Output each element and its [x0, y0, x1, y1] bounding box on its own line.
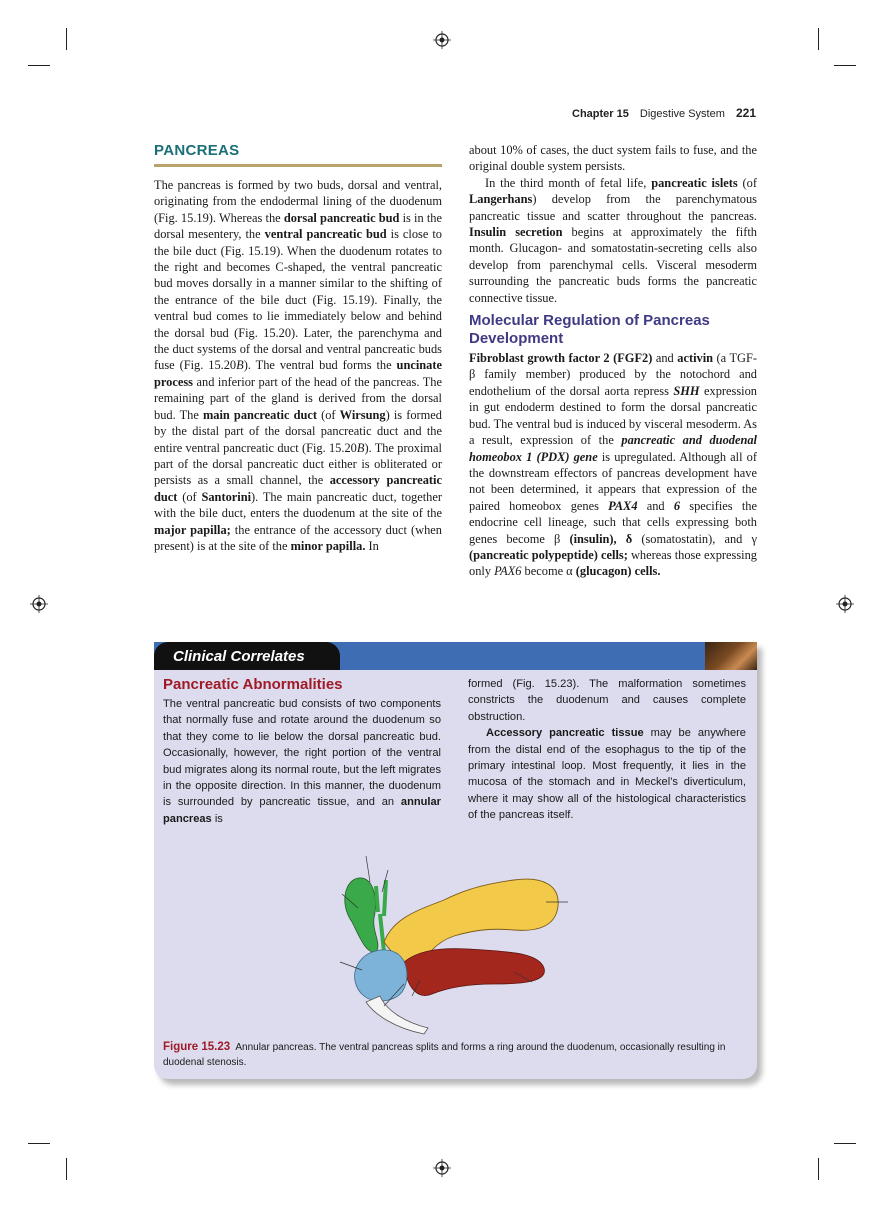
text-run: ventral pancreatic bud [264, 227, 387, 242]
registration-mark-icon [836, 595, 854, 613]
text-run: and inferior part of the head of the pancreas. The remaining part of the gland is derived from the dorsal bud. The [154, 374, 442, 422]
running-head [470, 106, 756, 120]
crop-mark [834, 65, 856, 66]
text-run: Insulin secretion [469, 225, 563, 240]
figure-label: Figure 15.23 [163, 1041, 231, 1053]
text-run: Wirsung [339, 407, 386, 422]
text-run: Fibroblast growth factor 2 (FGF2) [469, 351, 653, 366]
crop-mark [28, 65, 50, 66]
text-run: (glucagon) cells. [575, 564, 661, 579]
text-run: begins at approximately the fifth month. Glucagon- and somatostatin-secreting cells also develop from parenchymal cells. Visceral mesoderm surrounding the pancreatic buds forms the pancreatic connective tissue. [469, 225, 757, 305]
text-run: (insulin), δ [569, 531, 633, 546]
clinical-paragraph [468, 725, 746, 823]
page-number: 221 [735, 106, 756, 120]
text-run: may be anywhere from the distal end of the esophagus to the tip of the primary intestinal loop. Most frequently, it lies in the mucosa of the stomach and in Meckel’s diverticulum, where it may show all of the histological characteristics of the pancreas itself. [468, 727, 746, 822]
crop-mark [66, 1158, 67, 1180]
registration-mark-icon [30, 595, 48, 613]
crop-mark [28, 1143, 50, 1144]
annular-pancreas-illustration [324, 856, 574, 1036]
text-run: Accessory pancreatic tissue [486, 727, 644, 740]
clinical-paragraph [468, 676, 746, 725]
text-run: main pancreatic duct [202, 407, 317, 422]
crop-mark [818, 28, 819, 50]
pancreas-body-shape [404, 949, 544, 996]
text-run: dorsal pancreatic bud [283, 210, 400, 225]
registration-mark-icon [433, 31, 451, 49]
text-run: PAX6 [494, 564, 522, 579]
crop-mark [66, 28, 67, 50]
crop-mark [818, 1158, 819, 1180]
left-column [154, 142, 442, 554]
clinical-left-column [163, 676, 441, 827]
text-run: and [637, 498, 674, 513]
body-paragraph [469, 350, 757, 580]
text-run: expression in gut endoderm destined to form the dorsal pancreatic bud. The ventral bud is induced by visceral mesoderm. As a result, expression of the [469, 383, 757, 448]
text-run: The ventral pancreatic bud consists of two components that normally fuse and rotate around the duodenum so that they come to lie below the dorsal pancreatic bud. Occasionally, however, the right portion of the ventral bud migrates along its normal route, but the left migrates in the opposite direction. In this manner, the duodenum is surrounded by pancreatic tissue, and an [163, 698, 441, 809]
text-run: activin [677, 351, 714, 366]
leader-line [366, 856, 370, 882]
figure-caption-text: Annular pancreas. The ventral pancreas splits and forms a ring around the duodenum, occasionally resulting in duodenal stenosis. [163, 1042, 726, 1068]
text-run: ) is formed by the distal part of the dorsal pancreatic duct and the entire ventral pancreatic duct (Fig. 15.20 [154, 407, 442, 455]
body-paragraph [154, 177, 442, 554]
clinical-correlates-box [154, 642, 757, 1079]
text-run: B [356, 440, 365, 455]
text-run: (somatostatin), and γ [632, 531, 757, 546]
text-run: In [365, 538, 379, 553]
annular-pancreas-figure [324, 856, 574, 1036]
text-run: ). The main pancreatic duct, together with the bile duct, enters the duodenum at the site of the [154, 489, 442, 521]
text-run: is in the dorsal mesentery, the [154, 210, 442, 242]
gallbladder-shape [345, 878, 378, 952]
text-run: is upregulated. Although all of the downstream effectors of pancreas development have not been determined, it appears that expression of the paired homeobox genes [469, 449, 757, 513]
text-run: SHH [673, 383, 700, 398]
text-run: ). The ventral bud forms the [243, 358, 397, 373]
text-run: annular pancreas [163, 796, 441, 825]
registration-mark-icon [433, 1159, 451, 1177]
text-run: ). The proximal part of the dorsal pancreatic duct either is obliterated or persists as a small channel, the [154, 440, 442, 488]
text-run: Langerhans [469, 192, 533, 207]
text-run: ) develop from the parenchymatous pancreatic tissue and scatter throughout the pancreas. [469, 192, 757, 223]
text-run: 6 [673, 498, 681, 513]
section-heading: PANCREAS [154, 142, 442, 167]
text-run: (of [316, 407, 340, 422]
clinical-subheading: Pancreatic Abnormalities [163, 676, 343, 693]
text-run: is [211, 812, 223, 825]
text-run: formed (Fig. 15.23). The malformation sometimes constricts the duodenum and causes complete obstruction. [468, 678, 746, 723]
text-run: The pancreas is formed by two buds, dorsal and ventral, originating from the endodermal lining of the duodenum (Fig. 15.19). Whereas the [154, 178, 442, 225]
text-run: the entrance of the accessory duct (when present) is at the site of the [154, 522, 442, 553]
descending-duodenum-shape [366, 996, 428, 1034]
text-run: (a TGF-β family member) produced by the notochord and endothelium of the dorsal aorta repress [469, 351, 757, 398]
text-run: B [236, 358, 244, 373]
text-run: specifies the endocrine cell lineage, such that cells expressing both genes become β [469, 498, 757, 546]
text-run: In the third month of fetal life, [485, 175, 652, 190]
text-run: whereas those expressing only [469, 547, 757, 579]
text-run: (pancreatic polypeptide) cells; [469, 547, 628, 562]
clinical-right-column [468, 676, 746, 824]
text-run: pancreatic islets [651, 175, 738, 190]
right-column [469, 142, 757, 580]
clinical-correlates-header [154, 642, 757, 670]
crop-mark [834, 1143, 856, 1144]
text-run: uncinate process [154, 358, 442, 389]
clinical-correlates-tab: Clinical Correlates [154, 642, 340, 670]
text-run: about 10% of cases, the duct system fails to fuse, and the original double system persists. [469, 143, 757, 174]
text-run: (of [177, 489, 202, 504]
body-paragraph [469, 175, 757, 306]
body-paragraph [469, 142, 757, 175]
text-run: PAX4 [608, 498, 638, 513]
text-run: accessory pancreatic duct [154, 473, 442, 504]
text-run: major papilla; [154, 522, 231, 537]
figure-caption [163, 1040, 743, 1070]
text-run: and [652, 351, 678, 366]
annular-ring-shape [355, 950, 407, 1001]
text-run: is close to the bile duct (Fig. 15.19). When the duodenum rotates to the right and becomes C-shaped, the ventral pancreatic bud moves dorsally in a manner similar to the shifting of the entrance of the bile duct (Fig. 15.19). Finally, the ventral bud comes to lie immediately below and behind the dorsal bud (Fig. 15.20). Later, the parenchyma and the duct systems of the dorsal and ventral pancreatic buds fuse (Fig. 15.20 [154, 227, 443, 373]
text-run: minor papilla. [290, 538, 366, 553]
text-run: become α [521, 564, 576, 579]
embryo-thumbnail-image [705, 642, 757, 670]
text-run: pancreatic and duodenal homeobox 1 (PDX) gene [469, 433, 757, 464]
text-run: Santorini [201, 489, 252, 504]
chapter-title: Digestive System [639, 108, 725, 120]
clinical-paragraph [163, 696, 441, 827]
chapter-label: Chapter 15 [572, 108, 629, 120]
text-run: (of [737, 175, 757, 190]
subsection-heading: Molecular Regulation of Pancreas Development [469, 312, 710, 348]
